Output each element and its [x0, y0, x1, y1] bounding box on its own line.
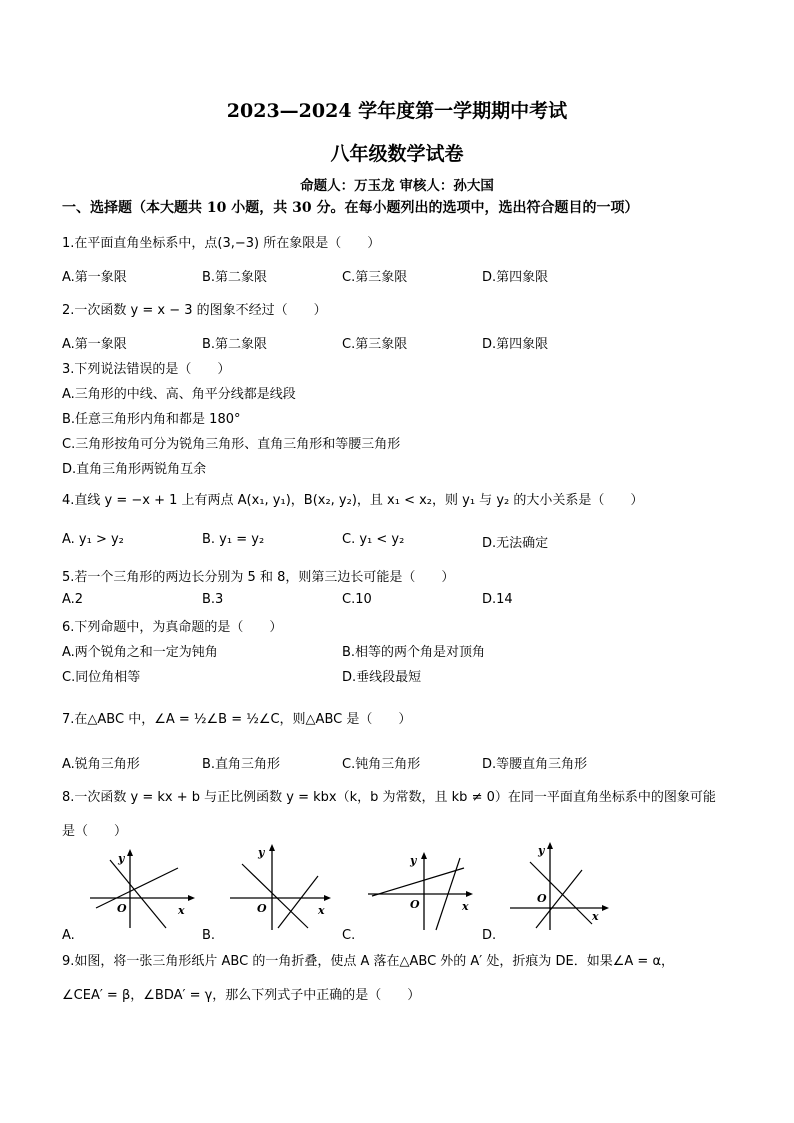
- graph-line-1: [242, 864, 308, 928]
- q7-option-d: D.等腰直角三角形: [482, 757, 588, 772]
- q8-graph-b: [224, 842, 340, 934]
- q8-graph-d: [506, 840, 616, 932]
- question-4-stem: 4.直线 y = −x + 1 上有两点 A(x₁, y₁)，B(x₂, y₂)，且 x₁ < x₂，则 y₁ 与 y₂ 的大小关系是（ ）: [62, 493, 644, 508]
- origin-label: O: [117, 902, 127, 915]
- origin-label: O: [257, 902, 267, 915]
- exam-authors: 命题人：万玉龙 审核人：孙大国: [300, 178, 494, 194]
- q5-option-a: A.2: [62, 592, 84, 607]
- y-axis-label: y: [118, 852, 125, 865]
- x-axis-label: x: [462, 900, 469, 913]
- q5-option-b: B.3: [202, 592, 224, 607]
- question-9-stem-line1: 9.如图，将一张三角形纸片 ABC 的一角折叠，使点 A 落在△ABC 外的 A′ 处，折痕为 DE．如果∠A = α，: [62, 954, 675, 969]
- question-5-stem: 5.若一个三角形的两边长分别为 5 和 8，则第三边长可能是（ ）: [62, 570, 455, 585]
- y-axis-arrow: [547, 842, 553, 849]
- y-axis-arrow: [421, 852, 427, 859]
- q7-option-c: C.钝角三角形: [342, 757, 421, 772]
- q5-option-c: C.10: [342, 592, 372, 607]
- q3-option-b: B.任意三角形内角和都是 180°: [62, 412, 241, 427]
- x-axis-label: x: [592, 910, 599, 923]
- q5-option-d: D.14: [482, 592, 513, 607]
- q7-option-b: B.直角三角形: [202, 757, 281, 772]
- origin-label: O: [410, 898, 420, 911]
- section-heading: 一、选择题（本大题共 10 小题，共 30 分。在每小题列出的选项中，选出符合题目的一项）: [62, 200, 639, 216]
- q3-option-a: A.三角形的中线、高、角平分线都是线段: [62, 387, 296, 402]
- q2-option-c: C.第三象限: [342, 337, 408, 352]
- y-axis-arrow: [269, 844, 275, 851]
- q2-option-d: D.第四象限: [482, 337, 549, 352]
- q4-option-b: B. y₁ = y₂: [202, 532, 265, 547]
- q2-option-a: A.第一象限: [62, 337, 127, 352]
- y-axis-arrow: [127, 849, 133, 856]
- q7-option-a: A.锐角三角形: [62, 757, 140, 772]
- x-axis-arrow: [602, 905, 609, 911]
- q4-option-c: C. y₁ < y₂: [342, 532, 405, 547]
- q4-option-a: A. y₁ > y₂: [62, 532, 124, 547]
- q8-graph-a: [84, 848, 200, 934]
- q8-option-a: A.: [62, 928, 75, 943]
- q8-option-c: C.: [342, 928, 356, 943]
- question-6-stem: 6.下列命题中，为真命题的是（ ）: [62, 620, 283, 635]
- q1-option-a: A.第一象限: [62, 270, 127, 285]
- q6-option-c: C.同位角相等: [62, 670, 141, 685]
- origin-label: O: [537, 892, 547, 905]
- x-axis-label: x: [178, 904, 185, 917]
- q1-option-d: D.第四象限: [482, 270, 549, 285]
- graph-line-1: [372, 868, 464, 896]
- x-axis-arrow: [466, 891, 473, 897]
- x-axis-label: x: [318, 904, 325, 917]
- question-7-stem: 7.在△ABC 中，∠A = ½∠B = ½∠C，则△ABC 是（ ）: [62, 712, 412, 727]
- exam-title: 2023—2024 学年度第一学期期中考试: [226, 100, 568, 122]
- graph-line-1: [96, 868, 178, 908]
- question-9-stem-line2: ∠CEA′ = β，∠BDA′ = γ，那么下列式子中正确的是（ ）: [62, 988, 421, 1003]
- q8-option-b: B.: [202, 928, 216, 943]
- q2-option-b: B.第二象限: [202, 337, 268, 352]
- q3-option-d: D.直角三角形两锐角互余: [62, 462, 207, 477]
- question-1-stem: 1.在平面直角坐标系中，点(3,−3) 所在象限是（ ）: [62, 236, 381, 251]
- y-axis-label: y: [258, 846, 265, 859]
- q6-option-d: D.垂线段最短: [342, 670, 422, 685]
- question-2-stem: 2.一次函数 y = x − 3 的图象不经过（ ）: [62, 303, 327, 318]
- graph-line-2: [278, 876, 318, 928]
- y-axis-label: y: [410, 854, 417, 867]
- q3-option-c: C.三角形按角可分为锐角三角形、直角三角形和等腰三角形: [62, 437, 401, 452]
- q1-option-b: B.第二象限: [202, 270, 268, 285]
- q6-option-b: B.相等的两个角是对顶角: [342, 645, 486, 660]
- question-8-stem-line2: 是（ ）: [62, 824, 128, 839]
- exam-subtitle: 八年级数学试卷: [330, 143, 464, 165]
- q6-option-a: A.两个锐角之和一定为钝角: [62, 645, 218, 660]
- q4-option-d: D.无法确定: [482, 536, 549, 551]
- q8-option-d: D.: [482, 928, 497, 943]
- q1-option-c: C.第三象限: [342, 270, 408, 285]
- question-8-stem-line1: 8.一次函数 y = kx + b 与正比例函数 y = kbx（k，b 为常数，且 kb ≠ 0）在同一平面直角坐标系中的图象可能: [62, 790, 716, 805]
- x-axis-arrow: [188, 895, 195, 901]
- x-axis-arrow: [324, 895, 331, 901]
- q8-graph-c: [364, 850, 480, 934]
- graph-line-2: [110, 860, 166, 928]
- question-3-stem: 3.下列说法错误的是（ ）: [62, 362, 231, 377]
- y-axis-label: y: [538, 844, 545, 857]
